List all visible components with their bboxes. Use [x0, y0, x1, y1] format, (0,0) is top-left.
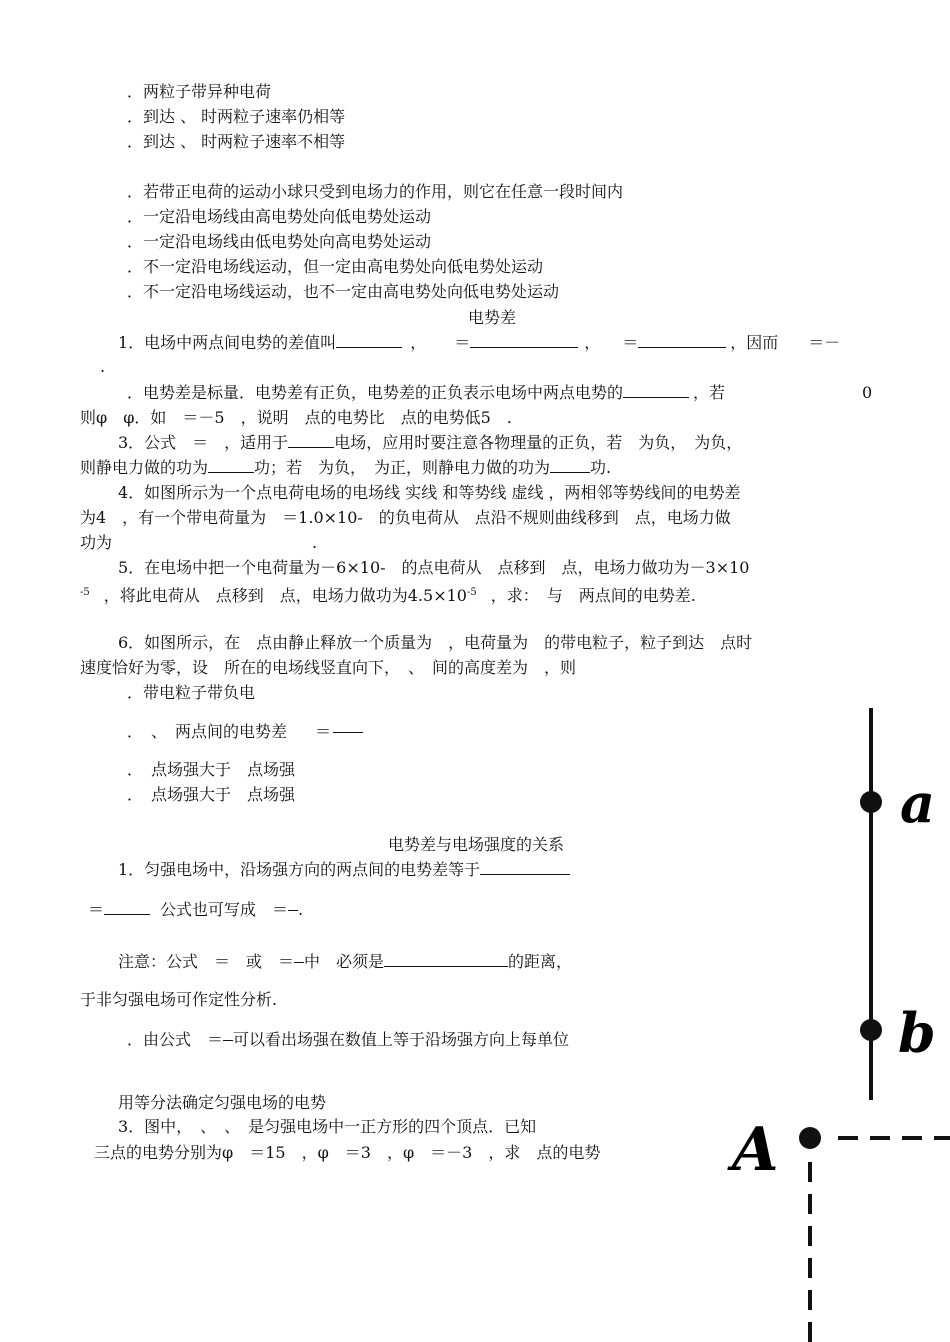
- s-text: ＝: [88, 900, 105, 919]
- question-4-line2: 为4 ，有一个带电荷量为 ＝1.0×10- 的负电荷从 点沿不规则曲线移到 点，电场力做: [80, 508, 731, 527]
- point-b: [860, 1019, 882, 1041]
- s-text: 1．匀强电场中，沿场强方向的两点间的电势差等于: [118, 860, 481, 879]
- section-title: 电势差与电场强度的关系: [388, 835, 565, 854]
- option-line: ． 点场强大于 点场强: [127, 785, 296, 804]
- q1-text: ＝: [622, 333, 639, 352]
- section2-line: 用等分法确定匀强电场的电势: [118, 1093, 327, 1112]
- section-title: 电势差: [468, 308, 517, 327]
- section2-line: 于非匀强电场可作定性分析.: [80, 990, 278, 1009]
- option-line: ．一定沿电场线由低电势处向高电势处运动: [127, 232, 432, 251]
- q2-text: ．电势差是标量．电势差有正负，电势差的正负表示电场中两点电势的: [127, 383, 624, 402]
- s-text: 的距离，: [508, 952, 573, 971]
- q1-text: ，因而: [730, 333, 779, 352]
- q2-zero: 0: [862, 383, 873, 402]
- q6-text: ＝: [315, 722, 332, 741]
- point-a: [860, 791, 882, 813]
- q3-text: 功.: [590, 458, 612, 477]
- question-stem: ．若带正电荷的运动小球只受到电场力的作用，则它在任意一段时间内: [127, 182, 624, 201]
- option-line: ．到达 、 时两粒子速率仍相等: [127, 107, 346, 126]
- q3-text: 则静电力做的功为: [80, 458, 209, 477]
- q1-text: 1．电场中两点间电势的差值叫: [118, 333, 337, 352]
- q1-text: ，: [584, 333, 601, 352]
- exponent: -5: [466, 587, 477, 598]
- q6-text: ． 、 两点间的电势差: [127, 722, 288, 741]
- section2-line: 3．图中， 、 、 是匀强电场中一正方形的四个顶点．已知: [118, 1117, 537, 1136]
- exponent: -5: [80, 587, 90, 598]
- option-line: ．一定沿电场线由高电势处向低电势处运动: [127, 207, 432, 226]
- q3-text: 3．公式 ＝ ，适用于: [118, 433, 289, 452]
- option-line: ．到达 、 时两粒子速率不相等: [127, 132, 346, 151]
- q1-text: ＝: [454, 333, 471, 352]
- question-4-line3: 功为: [80, 533, 113, 552]
- s-text: 注意：公式 ＝ 或 ＝: [118, 952, 295, 971]
- point-A: [799, 1127, 821, 1149]
- q1-text: ＝－: [808, 333, 841, 352]
- q5-text: ，将此电荷从 点移到 点，电场力做功为4.5×10: [103, 586, 467, 606]
- s-text: 可以看出场强在数值上等于沿场强方向上每单位: [233, 1030, 570, 1049]
- s-text: 公式也可写成 ＝: [160, 900, 289, 919]
- option-line: ．带电粒子带负电: [127, 683, 256, 702]
- q1-dot: .: [100, 357, 106, 376]
- question-2-line2: 则φ φ．如 ＝－5 ，说明 点的电势比 点的电势低5 .: [80, 408, 512, 427]
- s-text: 中 必须是: [304, 952, 385, 971]
- section2-line: 三点的电势分别为φ ＝15 ，φ ＝3 ，φ ＝－3 ，求 点的电势: [94, 1143, 601, 1162]
- q3-text: 电场，应用时要注意各物理量的正负，若 为负， 为负，: [334, 433, 743, 452]
- s-text: ．由公式 ＝: [127, 1030, 224, 1049]
- option-line: ．两粒子带异种电荷: [127, 82, 272, 101]
- label-A: A: [732, 1115, 779, 1185]
- s-text: .: [298, 900, 304, 919]
- question-4: 4．如图所示为一个点电荷电场的电场线 实线 和等势线 虚线 ，两相邻等势线间的电势差: [118, 483, 741, 502]
- question-6: 6．如图所示，在 点由静止释放一个质量为 ，电荷量为 的带电粒子，粒子到达 点时: [118, 633, 753, 652]
- q3-text: 功；若 为负， 为正，则静电力做的功为: [254, 458, 551, 477]
- label-a: a: [900, 771, 935, 835]
- q4-dot: .: [312, 533, 318, 552]
- q2-text: ，若: [693, 383, 726, 402]
- option-line: ．不一定沿电场线运动，也不一定由高电势处向低电势处运动: [127, 282, 560, 301]
- question-6-line2: 速度恰好为零，设 所在的电场线竖直向下， 、 间的高度差为 ，则: [80, 658, 577, 677]
- q5-text: ，求： 与 两点间的电势差.: [490, 586, 696, 606]
- label-b: b: [898, 1001, 936, 1065]
- question-5: 5．在电场中把一个电荷量为－6×10- 的点电荷从 点移到 点，电场力做功为－3×10: [118, 558, 750, 577]
- option-line: ．不一定沿电场线运动，但一定由高电势处向低电势处运动: [127, 257, 544, 276]
- option-line: ． 点场强大于 点场强: [127, 760, 296, 779]
- q1-text: ，: [410, 333, 427, 352]
